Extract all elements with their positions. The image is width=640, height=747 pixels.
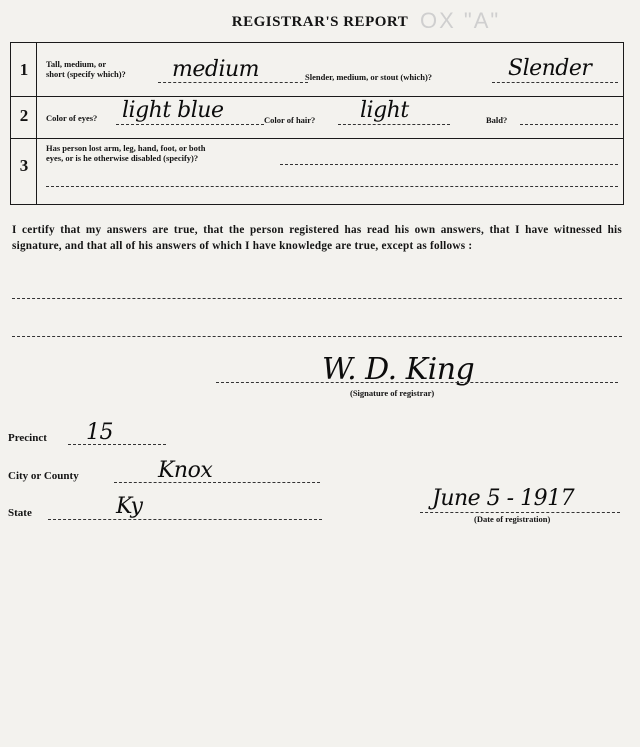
- row-divider: [10, 138, 624, 139]
- state-line: [48, 519, 322, 520]
- height-question: Tall, medium, or short (specify which)?: [46, 59, 126, 79]
- state-value: Ky: [116, 494, 143, 519]
- precinct-value: 15: [86, 420, 113, 445]
- table-left-border: [10, 42, 11, 204]
- answer-line: [158, 82, 308, 83]
- row-number: 3: [19, 156, 29, 175]
- build-question: Slender, medium, or stout (which)?: [305, 72, 433, 82]
- exception-line: [12, 336, 622, 337]
- table-bottom-border: [10, 204, 624, 205]
- eye-color-answer: light blue: [122, 98, 224, 123]
- date-caption: (Date of registration): [474, 514, 551, 524]
- signature-caption: (Signature of registrar): [350, 388, 435, 398]
- answer-line: [116, 124, 264, 125]
- answer-line: [492, 82, 618, 83]
- answer-line: [520, 124, 618, 125]
- date-line: [420, 512, 620, 513]
- state-label: State: [8, 507, 32, 519]
- precinct-label: Precinct: [8, 432, 47, 444]
- registration-date: June 5 - 1917: [432, 486, 575, 511]
- bald-question: Bald?: [486, 115, 508, 125]
- box-stamp: OX "A": [420, 8, 501, 33]
- page-title: REGISTRAR'S REPORT: [231, 14, 409, 30]
- row-number: 1: [19, 60, 29, 79]
- hair-color-answer: light: [360, 98, 409, 123]
- build-answer: Slender: [508, 56, 592, 81]
- precinct-line: [68, 444, 166, 445]
- table-right-border: [623, 42, 624, 204]
- certification-text: I certify that my answers are true, that the person registered has read his own answers, that I have witnessed his signature, and that all of his answers of which I have knowledge are true, except as follows :: [12, 224, 622, 252]
- table-top-border: [10, 42, 624, 43]
- city-county-line: [114, 482, 320, 483]
- answer-line: [46, 186, 618, 187]
- row-number: 2: [19, 106, 29, 125]
- hair-color-question: Color of hair?: [264, 115, 316, 125]
- disability-question: Has person lost arm, leg, hand, foot, or both eyes, or is he otherwise disabled (specify)?: [46, 143, 206, 163]
- answer-line: [280, 164, 618, 165]
- city-county-value: Knox: [158, 458, 213, 483]
- height-answer: medium: [172, 57, 260, 82]
- exception-line: [12, 298, 622, 299]
- answer-line: [338, 124, 450, 125]
- registrar-signature: W. D. King: [322, 352, 475, 387]
- number-column-divider: [36, 42, 37, 204]
- eye-color-question: Color of eyes?: [46, 113, 98, 123]
- signature-line: [216, 382, 618, 383]
- city-county-label: City or County: [8, 470, 79, 482]
- row-divider: [10, 96, 624, 97]
